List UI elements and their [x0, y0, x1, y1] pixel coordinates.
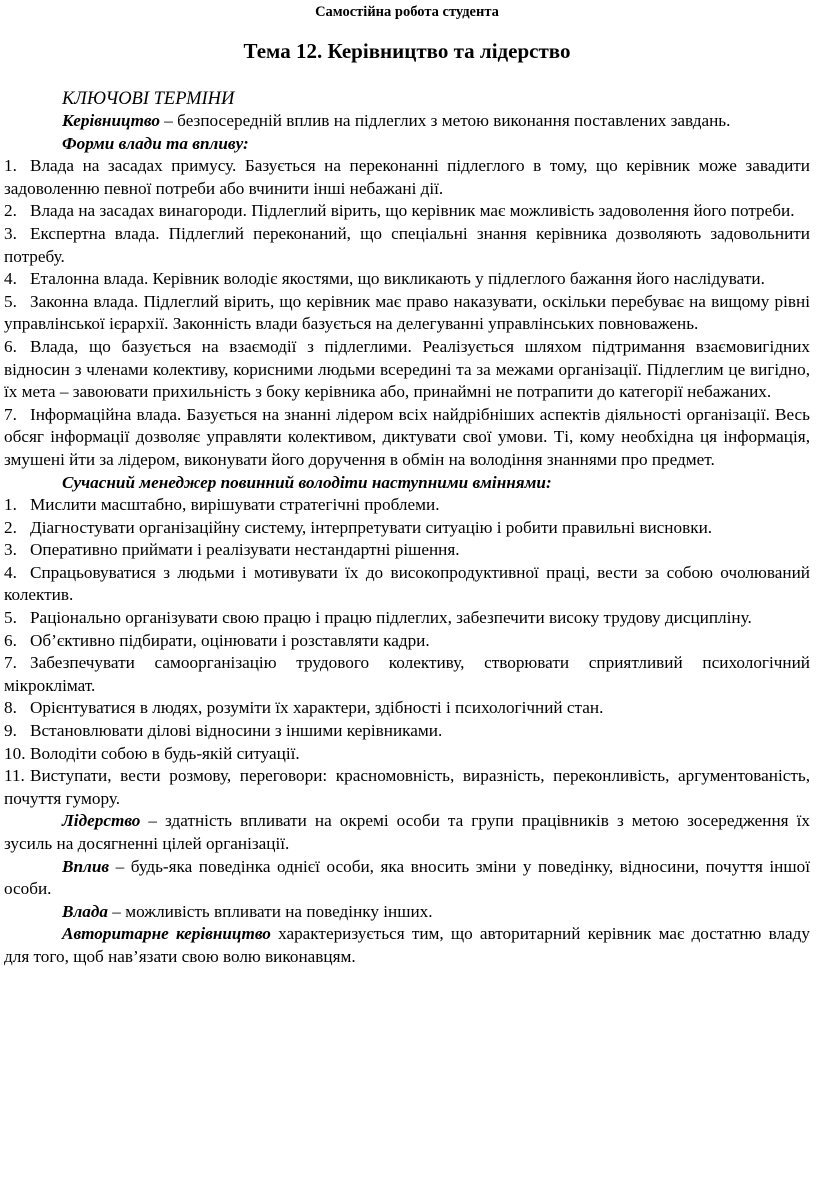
definition-paragraph	[4, 810, 810, 855]
skill-item	[4, 517, 810, 540]
skill-item	[4, 562, 810, 607]
list-text: Встановлювати ділові відносини з іншими керівниками.	[30, 721, 443, 741]
list-number: 5.	[4, 291, 17, 311]
definition-term: Влада	[62, 901, 108, 921]
list-number: 10.	[4, 743, 26, 763]
definitions	[4, 810, 810, 968]
list-text: Влада, що базується на взаємодії з підлеглими. Реалізується шляхом підтримання взаємовигідних відносин з членами колективу, корисними людьми всередині та за межами організації. Підлеглим це вигідно, їх мета – завоювати прихильність з боку керівника або, принаймні не потрапити до категорії небажаних.	[4, 336, 810, 402]
list-text: Законна влада. Підлеглий вірить, що керівник має право наказувати, оскільки перебуває на вищому рівні управлінської ієрархії. Законність влади базується на делегуванні управлінських повноважень.	[4, 291, 810, 334]
definition-text: – здатність впливати на окремі особи та групи працівників з метою зосередження їх зусиль на досягненні цілей організації.	[4, 811, 810, 853]
skills-list	[4, 494, 810, 810]
list-text: Влада на засадах винагороди. Підлеглий вірить, що керівник має можливість задоволення його потреби.	[30, 201, 795, 221]
skill-item	[4, 630, 810, 653]
list-number: 9.	[4, 721, 17, 741]
form-item	[4, 223, 810, 268]
skill-item	[4, 652, 810, 697]
list-text: Раціонально організувати свою працю і працю підлеглих, забезпечити високу трудову дисципліну.	[30, 608, 752, 628]
skill-item	[4, 539, 810, 562]
form-item	[4, 155, 810, 200]
form-item	[4, 291, 810, 336]
skill-item	[4, 697, 810, 720]
definition-text: характеризується тим, що авторитарний керівник має достатню владу для того, щоб нав’язати свою волю виконавцям.	[4, 924, 810, 966]
list-number: 11.	[4, 766, 25, 786]
management-definition	[4, 110, 810, 133]
list-number: 1.	[4, 156, 17, 176]
page-header: Самостійна робота студента	[315, 4, 499, 20]
definition-term: Авторитарне керівництво	[62, 924, 271, 944]
skill-item	[4, 607, 810, 630]
forms-heading: Форми влади та впливу:	[62, 133, 249, 153]
list-text: Мислити масштабно, вирішувати стратегічні проблеми.	[30, 495, 440, 515]
list-text: Володіти собою в будь-якій ситуації.	[30, 743, 300, 763]
list-text: Об’єктивно підбирати, оцінювати і розставляти кадри.	[30, 630, 430, 650]
management-term: Керівництво	[62, 111, 160, 130]
list-text: Інформаційна влада. Базується на знанні лідером всіх найдрібніших аспектів діяльності організації. Весь обсяг інформації дозволяє управляти колективом, диктувати свої умови. Ті, кому необхідна ця інформація, змушені йти за лідером, виконувати його доручення в обмін на володіння знаннями про предмет.	[4, 404, 810, 469]
list-number: 2.	[4, 201, 17, 221]
list-text: Забезпечувати самоорганізацію трудового колективу, створювати сприятливий психологічний мікроклімат.	[4, 653, 810, 695]
definition-term: Вплив	[62, 856, 110, 876]
list-number: 1.	[4, 495, 17, 515]
skill-item	[4, 720, 810, 743]
form-item	[4, 200, 810, 223]
definition-text: – будь-яка поведінка однієї особи, яка вносить зміни у поведінку, відносини, почуття іншої особи.	[4, 856, 810, 899]
list-text: Оперативно приймати і реалізувати нестандартні рішення.	[30, 540, 460, 560]
list-text: Еталонна влада. Керівник володіє якостями, що викликають у підлеглого бажання його наслідувати.	[30, 269, 765, 289]
list-number: 7.	[4, 653, 17, 673]
list-number: 4.	[4, 269, 17, 289]
list-number: 7.	[4, 404, 17, 424]
definition-text: – можливість впливати на поведінку інших.	[108, 901, 433, 921]
skills-heading: Сучасний менеджер повинний володіти наступними вміннями:	[62, 472, 552, 492]
list-text: Експертна влада. Підлеглий переконаний, що спеціальні знання керівника дозволяють задовольнити потребу.	[4, 223, 810, 266]
list-text: Діагностувати організаційну систему, інтерпретувати ситуацію і робити правильні висновки.	[30, 517, 713, 537]
management-text: – безпосередній вплив на підлеглих з метою виконання поставлених завдань.	[159, 111, 731, 130]
list-number: 6.	[4, 630, 17, 650]
section-title: КЛЮЧОВІ ТЕРМІНИ	[62, 89, 235, 109]
form-item	[4, 336, 810, 404]
form-item	[4, 404, 810, 472]
list-number: 8.	[4, 698, 17, 718]
list-text: Влада на засадах примусу. Базується на переконанні підлеглого в тому, що керівник може завадити задоволенню певної потреби або вчинити інші небажані дії.	[4, 156, 810, 198]
definition-paragraph	[4, 923, 810, 968]
list-number: 2.	[4, 517, 17, 537]
skill-item	[4, 743, 810, 766]
list-number: 3.	[4, 540, 17, 560]
list-number: 3.	[4, 223, 17, 243]
definition-term: Лідерство	[62, 811, 141, 831]
list-text: Орієнтуватися в людях, розуміти їх характери, здібності і психологічний стан.	[30, 698, 604, 718]
skill-item	[4, 494, 810, 517]
skill-item	[4, 765, 810, 810]
forms-list	[4, 155, 810, 471]
list-number: 5.	[4, 608, 17, 628]
list-number: 4.	[4, 562, 17, 582]
list-number: 6.	[4, 336, 17, 356]
definition-paragraph	[4, 901, 810, 924]
form-item	[4, 268, 810, 291]
list-text: Виступати, вести розмову, переговори: красномовність, виразність, переконливість, аргументованість, почуття гумору.	[4, 766, 810, 808]
definition-paragraph	[4, 856, 810, 901]
page-title: Тема 12. Керівництво та лідерство	[243, 39, 571, 63]
list-text: Спрацьовуватися з людьми і мотивувати їх до високопродуктивної праці, вести за собою очолюваний колектив.	[4, 562, 810, 605]
